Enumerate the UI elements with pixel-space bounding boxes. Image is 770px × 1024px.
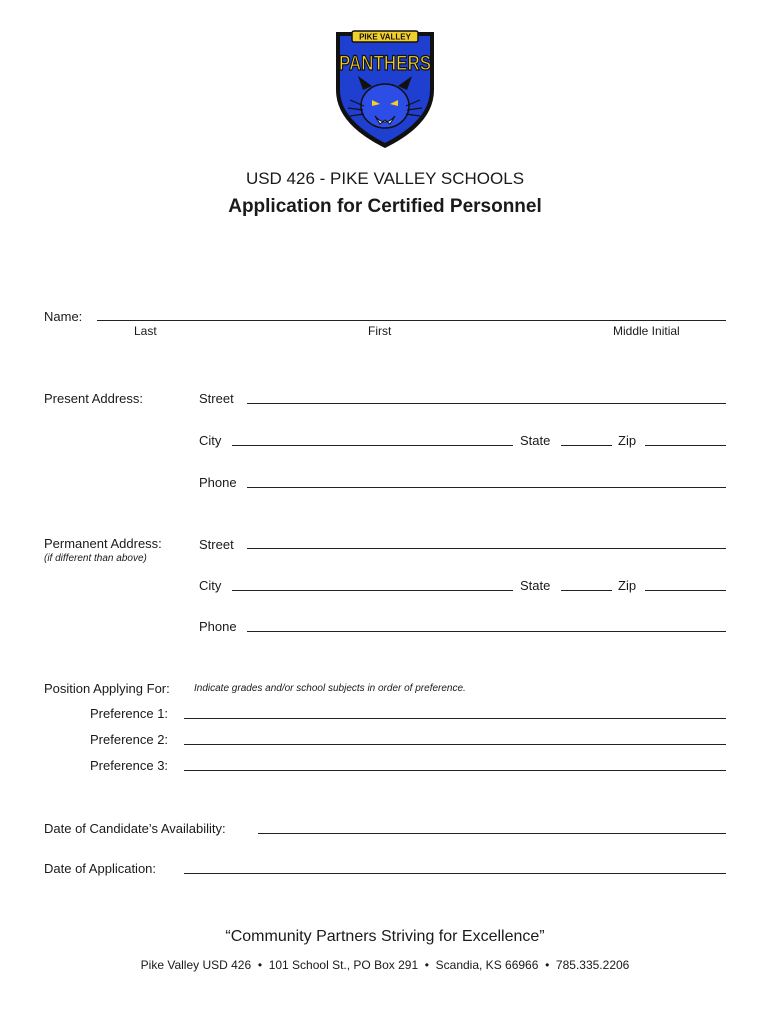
- preference-1-field[interactable]: [184, 718, 726, 719]
- svg-text:PANTHERS: PANTHERS: [339, 52, 431, 75]
- name-last-caption: Last: [134, 324, 157, 338]
- present-city-field[interactable]: [232, 445, 513, 446]
- permanent-phone-label: Phone: [199, 619, 237, 634]
- permanent-address-note: (if different than above): [44, 553, 147, 564]
- footer-address: Pike Valley USD 426 • 101 School St., PO Box 291 • Scandia, KS 66966 • 785.335.2206: [140, 958, 630, 972]
- permanent-street-field[interactable]: [247, 548, 726, 549]
- application-date-label: Date of Application:: [44, 861, 157, 876]
- present-street-field[interactable]: [247, 403, 726, 404]
- present-street-label: Street: [199, 391, 234, 406]
- present-zip-field[interactable]: [645, 445, 726, 446]
- name-field[interactable]: [97, 320, 726, 321]
- permanent-phone-field[interactable]: [247, 631, 726, 632]
- availability-date-label: Date of Candidate’s Availability:: [44, 821, 226, 836]
- permanent-state-field[interactable]: [561, 590, 612, 591]
- permanent-zip-field[interactable]: [645, 590, 726, 591]
- preference-2-field[interactable]: [184, 744, 726, 745]
- name-first-caption: First: [368, 324, 392, 338]
- permanent-state-label: State: [520, 578, 551, 593]
- present-phone-field[interactable]: [247, 487, 726, 488]
- motto: “Community Partners Striving for Excellence”: [225, 928, 545, 945]
- form-title: Application for Certified Personnel: [228, 196, 542, 217]
- present-state-field[interactable]: [561, 445, 612, 446]
- district-heading: USD 426 - PIKE VALLEY SCHOOLS: [245, 169, 525, 188]
- present-address-label: Present Address:: [44, 391, 143, 406]
- present-phone-label: Phone: [199, 475, 237, 490]
- permanent-street-label: Street: [199, 537, 234, 552]
- present-city-label: City: [199, 433, 222, 448]
- present-state-label: State: [520, 433, 551, 448]
- school-logo: [330, 28, 440, 150]
- preference-3-field[interactable]: [184, 770, 726, 771]
- permanent-city-field[interactable]: [232, 590, 513, 591]
- permanent-zip-label: Zip: [618, 578, 637, 593]
- name-middle-caption: Middle Initial: [613, 324, 680, 338]
- application-date-field[interactable]: [184, 873, 726, 874]
- permanent-city-label: City: [199, 578, 222, 593]
- preference-3-label: Preference 3:: [90, 758, 169, 773]
- preference-1-label: Preference 1:: [90, 706, 169, 721]
- permanent-address-label: Permanent Address:: [44, 536, 162, 551]
- position-label: Position Applying For:: [44, 681, 170, 696]
- panther-shield-logo: [330, 28, 440, 150]
- availability-date-field[interactable]: [258, 833, 726, 834]
- position-instruction: Indicate grades and/or school subjects in order of preference.: [194, 683, 466, 694]
- name-label: Name:: [44, 309, 83, 324]
- present-zip-label: Zip: [618, 433, 637, 448]
- preference-2-label: Preference 2:: [90, 732, 169, 747]
- svg-text:PIKE VALLEY: PIKE VALLEY: [359, 32, 411, 42]
